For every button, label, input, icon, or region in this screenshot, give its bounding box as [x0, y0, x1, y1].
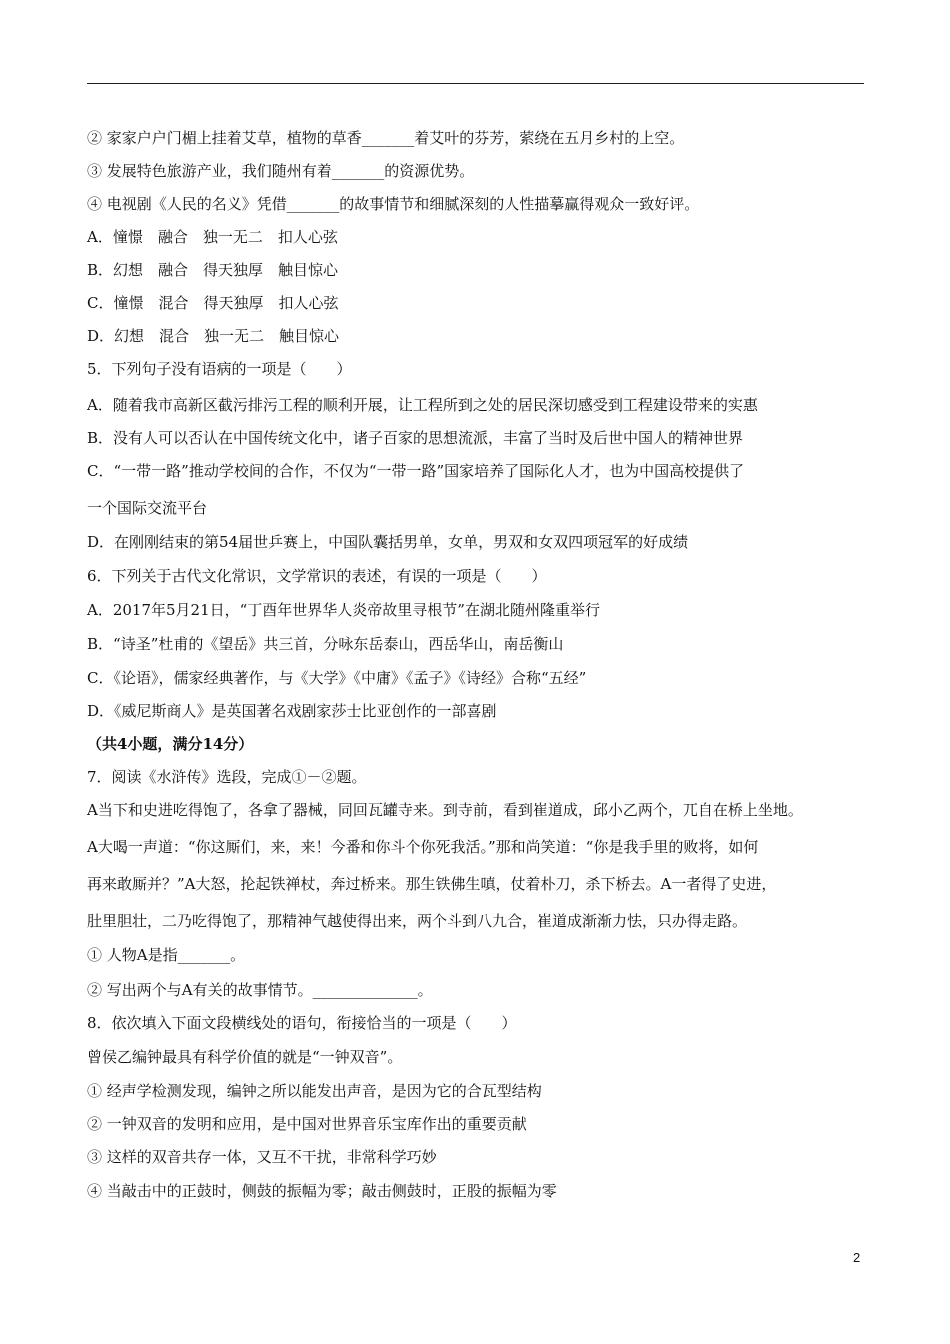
sentence-1: ① 经声学检测发现，编钟之所以能发出声音，是因为它的合瓦型结构 [87, 1082, 542, 1100]
header-rule [87, 83, 864, 84]
passage-line: A大喝一声道：“你这厮们，来，来！今番和你斗个你死我活。”那和尚笑道：“你是我手里的败将，如何 [87, 838, 759, 856]
text-line: ② 家家户户门楣上挂着艾草，植物的草香_______着艾叶的芬芳，萦绕在五月乡村的上空。 [87, 129, 685, 147]
text-line: ④ 电视剧《人民的名义》凭借_______的故事情节和细腻深刻的人性描摹赢得观众一致好评。 [87, 195, 700, 213]
option-b: B．“诗圣”杜甫的《望岳》共三首，分咏东岳泰山，西岳华山，南岳衡山 [87, 635, 564, 653]
passage-line: A当下和史进吃得饱了，各拿了器械，同回瓦罐寺来。到寺前，看到崔道成，邱小乙两个，兀自在桥上坐地。 [87, 801, 803, 819]
question-7: 7．阅读《水浒传》选段，完成①－②题。 [87, 768, 367, 786]
option-c: C．“一带一路”推动学校间的合作，不仅为“一带一路”国家培养了国际化人才，也为中国高校提供了 [87, 462, 745, 480]
passage-line: 再来敢厮并？”A大怒，抡起铁禅杖，奔过桥来。那生铁佛生嗔，仗着朴刀，杀下桥去。A一者得了史进， [87, 875, 777, 893]
option-c: C．《论语》，儒家经典著作，与《大学》《中庸》《孟子》《诗经》合称“五经” [87, 669, 587, 687]
question-8: 8．依次填入下面文段横线处的语句，衔接恰当的一项是（ ） [87, 1014, 517, 1032]
question-5: 5．下列句子没有语病的一项是（ ） [87, 360, 352, 378]
option-d: D．《威尼斯商人》是英国著名戏剧家莎士比亚创作的一部喜剧 [87, 702, 497, 720]
option-d: D．在刚刚结束的第54届世乒赛上，中国队囊括男单，女单，男双和女双四项冠军的好成绩 [87, 533, 689, 551]
question-6: 6．下列关于古代文化常识，文学常识的表述，有误的一项是（ ） [87, 567, 547, 585]
sub-question-1: ① 人物A是指_______。 [87, 946, 246, 964]
text-line: ③ 发展特色旅游产业，我们随州有着_______的资源优势。 [87, 162, 475, 180]
section-header: （共4小题，满分14分） [87, 735, 254, 753]
sentence-2: ② 一钟双音的发明和应用，是中国对世界音乐宝库作出的重要贡献 [87, 1115, 527, 1133]
page-number: 2 [853, 1250, 861, 1265]
text-line: 曾侯乙编钟最具有科学价值的就是“一钟双音”。 [87, 1048, 403, 1066]
option-d: D．幻想 混合 独一无二 触目惊心 [87, 327, 340, 345]
option-c-continued: 一个国际交流平台 [87, 499, 208, 517]
option-a: A．2017年5月21日，“丁酉年世界华人炎帝故里寻根节”在湖北随州隆重举行 [87, 601, 600, 619]
option-b: B．没有人可以否认在中国传统文化中，诸子百家的思想流派，丰富了当时及后世中国人的精神世界 [87, 429, 744, 447]
option-a: A．随着我市高新区截污排污工程的顺利开展，让工程所到之处的居民深切感受到工程建设带来的实惠 [87, 396, 758, 414]
option-a: A．憧憬 融合 独一无二 扣人心弦 [87, 228, 338, 246]
option-c: C．憧憬 混合 得天独厚 扣人心弦 [87, 294, 339, 312]
sentence-3: ③ 这样的双音共存一体，又互不干扰，非常科学巧妙 [87, 1148, 437, 1166]
option-b: B．幻想 融合 得天独厚 触目惊心 [87, 261, 339, 279]
sentence-4: ④ 当敲击中的正鼓时，侧鼓的振幅为零；敲击侧鼓时，正股的振幅为零 [87, 1182, 557, 1200]
passage-line: 肚里胆壮，二乃吃得饱了，那精神气越使得出来，两个斗到八九合，崔道成渐渐力怯，只办得走路。 [87, 912, 748, 930]
sub-question-2: ② 写出两个与A有关的故事情节。______________。 [87, 981, 433, 999]
